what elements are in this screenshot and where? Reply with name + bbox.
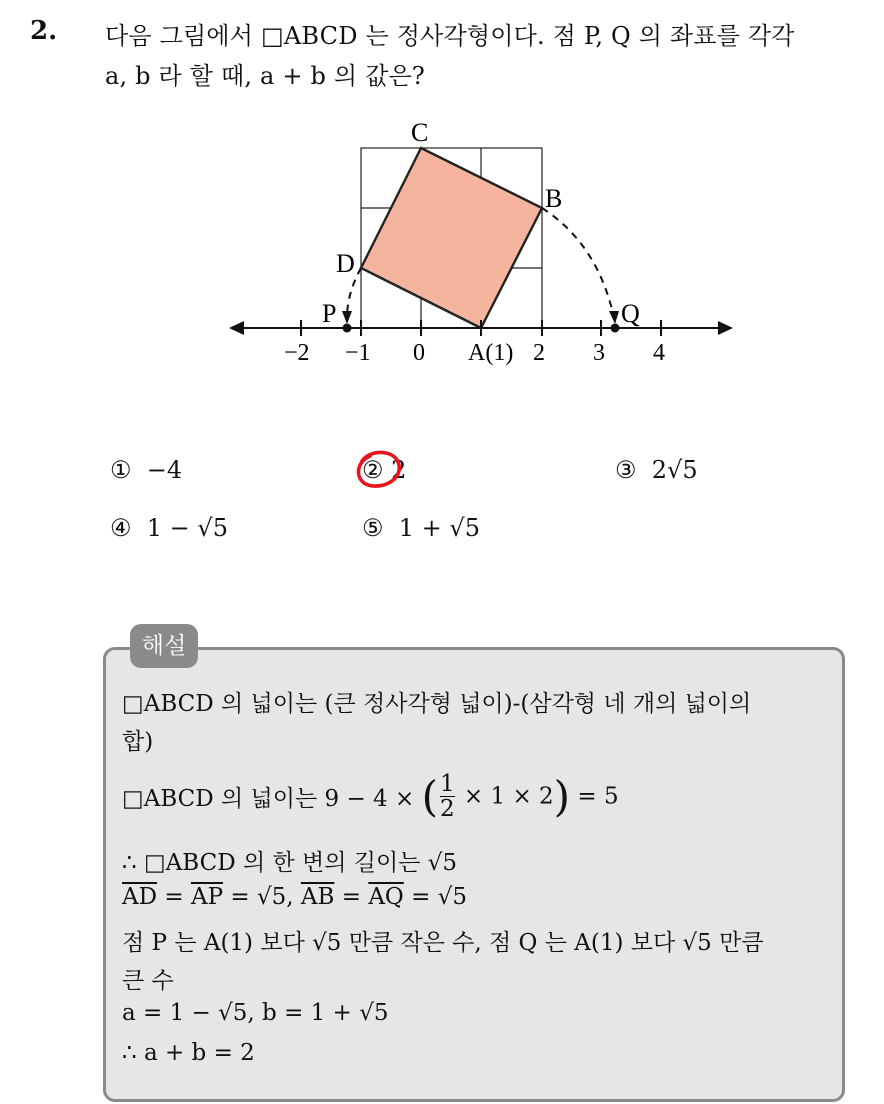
- choice-5-mark: ⑤: [362, 514, 384, 542]
- segment-ad: $\overline{AD}$: [122, 884, 158, 910]
- choice-4[interactable]: [110, 514, 228, 542]
- coordinate-figure: [0, 0, 884, 400]
- selected-answer-circle: [352, 447, 406, 493]
- square-abcd: [361, 148, 542, 328]
- tick-label: 2: [533, 340, 545, 366]
- choice-2-mark: ②: [362, 456, 384, 484]
- choice-1-text: −4: [146, 456, 183, 484]
- vertex-label-b: B: [545, 184, 563, 213]
- point-label-q: Q: [621, 299, 640, 328]
- tick-label: 3: [593, 340, 605, 366]
- point-label-p: P: [322, 299, 337, 328]
- explanation-formula: [122, 772, 619, 821]
- choice-4-text: 1 − √5: [146, 514, 228, 542]
- explanation-line-9: ∴ a + b = 2: [122, 1040, 255, 1066]
- choice-3-mark: ③: [615, 456, 637, 484]
- vertex-label-a: A(1): [468, 340, 514, 366]
- tick-label: 0: [413, 340, 425, 366]
- explanation-tag: 해설: [130, 624, 198, 668]
- fraction-numerator: 1: [439, 771, 455, 797]
- formula-suffix: × 1 × 2: [463, 783, 554, 810]
- explanation-line-7: 큰 수: [122, 968, 174, 994]
- explanation-line-6: 점 P 는 A(1) 보다 √5 만큼 작은 수, 점 Q 는 A(1) 보다 √5 만큼: [122, 930, 764, 956]
- point-p: [343, 324, 352, 333]
- number-line: [229, 320, 733, 336]
- choice-3[interactable]: [615, 456, 698, 484]
- choice-5-text: 1 + √5: [398, 514, 480, 542]
- choice-3-text: 2√5: [651, 456, 698, 484]
- sqrt-value: √5: [256, 884, 287, 910]
- choice-2-text: 2: [391, 456, 407, 484]
- explanation-line-1: □ABCD 의 넓이는 (큰 정사각형 넓이)-(삼각형 네 개의 넓이의: [122, 691, 752, 717]
- question-text-line2: a, b 라 할 때, a + b 의 값은?: [105, 62, 425, 90]
- choice-5[interactable]: [362, 514, 480, 542]
- close-paren-icon: ): [553, 772, 571, 821]
- choice-1[interactable]: [110, 456, 182, 484]
- formula-result: = 5: [577, 783, 619, 810]
- formula-prefix: □ABCD 의 넓이는 9 − 4 ×: [122, 786, 415, 812]
- open-paren-icon: (: [421, 772, 438, 821]
- segment-aq: $\overline{AQ}$: [368, 884, 404, 910]
- tick-label: −2: [284, 340, 310, 366]
- segment-ab: $\overline{AB}$: [300, 884, 335, 910]
- explanation-line-8: a = 1 − √5, b = 1 + √5: [122, 1000, 389, 1026]
- segment-ap: $\overline{AP}$: [190, 884, 224, 910]
- fraction-denominator: 2: [439, 796, 455, 822]
- explanation-line-4: ∴ □ABCD 의 한 변의 길이는 √5: [122, 850, 458, 876]
- sqrt-value: √5: [437, 884, 467, 910]
- choice-4-mark: ④: [110, 514, 132, 542]
- arrow-q: [609, 311, 619, 324]
- explanation-line-2: 합): [122, 729, 154, 755]
- choice-1-mark: ①: [110, 456, 132, 484]
- tick-label: −1: [345, 340, 371, 366]
- arrow-p: [342, 311, 352, 324]
- point-q: [611, 324, 620, 333]
- explanation-segments: $\overline{AD} = \overline{AP} = √5$, $\overline{AB} = \overline{AQ} = √5$: [122, 884, 467, 910]
- tick-label: 4: [653, 340, 665, 366]
- question-text-line1: 다음 그림에서 □ABCD 는 정사각형이다. 점 P, Q 의 좌표를 각각: [105, 22, 795, 50]
- vertex-label-d: D: [336, 249, 355, 278]
- vertex-label-c: C: [411, 118, 429, 147]
- question-number: 2.: [30, 16, 58, 46]
- fraction: [440, 772, 455, 821]
- arc-b-to-q: [542, 208, 614, 318]
